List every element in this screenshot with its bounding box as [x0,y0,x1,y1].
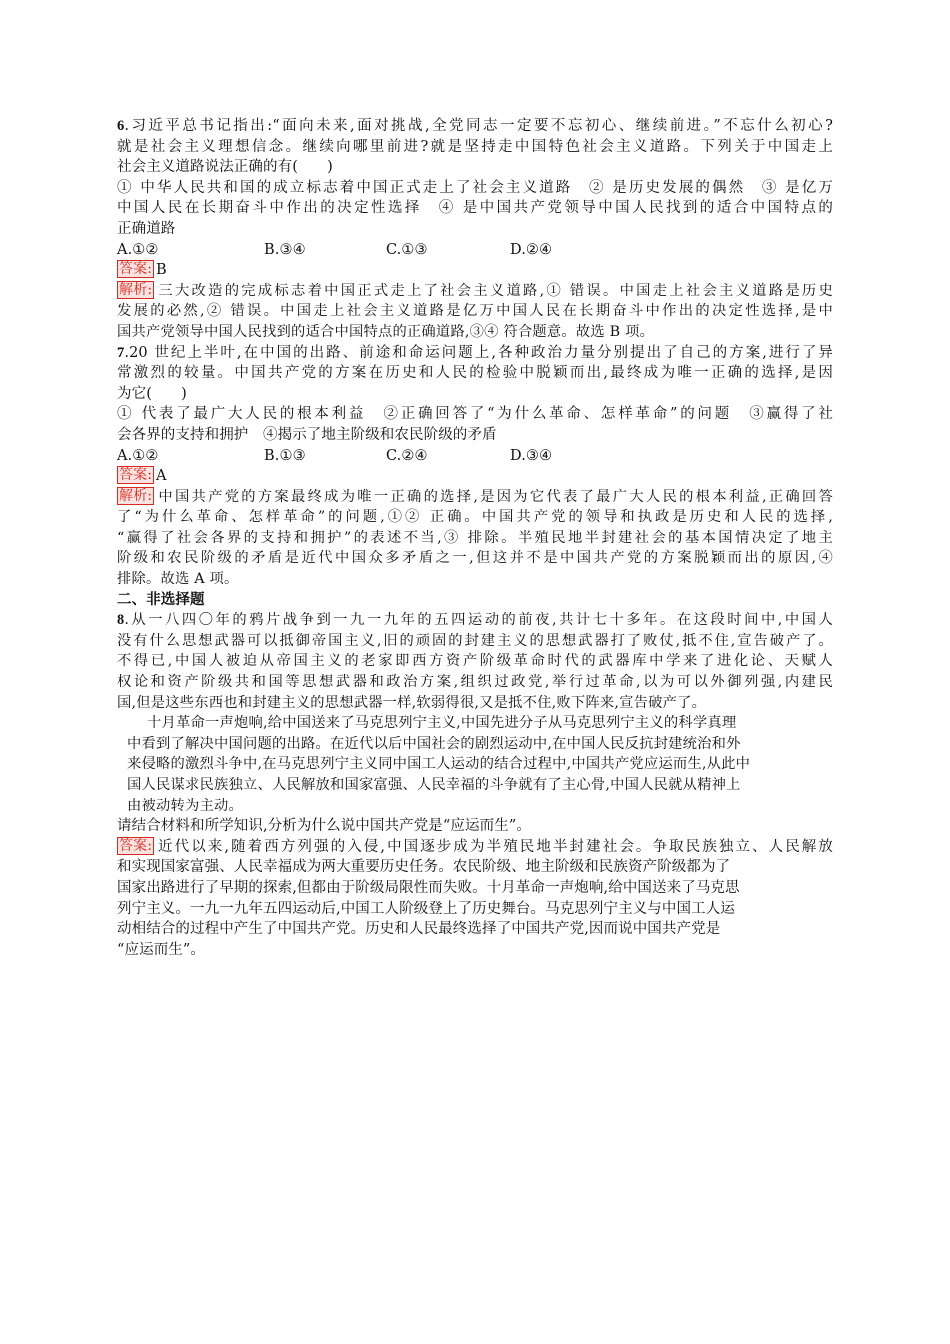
q7-answer [117,466,833,487]
q6-stem-line: 社会主义道路说法正确的有( ) [117,159,333,176]
q7-option-b: B.①③ [264,447,306,464]
q8-answer-line: 动相结合的过程中产生了中国共产党。历史和人民最终选择了中国共产党,因而说中国共产党是 [117,921,721,938]
analysis-label-tag: 解析: [119,487,153,504]
q8-material-line: 由被动转为主动。 [127,797,243,814]
q6-number: 6 [117,118,125,134]
q6-statement-line: 中国人民在长期奋斗中作出的决定性选择 ④ 是中国共产党领导中国人民找到的适合中国特点的 [117,200,833,217]
q6-stem-line: 6.习近平总书记指出:“面向未来,面对挑战,全党同志一定要不忘初心、继续前进。”不忘什么初心? [117,118,833,134]
q7-statement-line: ① 代表了最广大人民的根本利益 ②正确回答了“为什么革命、怎样革命”的问题 ③赢得了社 [117,406,833,423]
q6-option-a: A.①② [117,241,159,258]
q8-number: 8 [117,612,125,629]
q7-stem-line: 常激烈的较量。中国共产党的方案在历史和人民的检验中脱颖而出,最终成为唯一正确的选择,是因 [117,365,833,382]
q8-material-line: 来侵略的激烈斗争中,在马克思列宁主义同中国工人运动的结合过程中,中国共产党应运而生,从此中 [127,756,751,773]
answer-label-tag: 答案: [119,467,153,484]
section-title: 二、非选择题 [117,590,205,608]
q7-analysis-line: “赢得了社会各界的支持和拥护”的表述不当,③ 排除。半殖民地半封建社会的基本国情决定了地主 [117,529,833,546]
q8-answer-line: 答案: 近代以来,随着西方列强的入侵,中国逐步成为半殖民地半封建社会。争取民族独立、人民解放 [119,837,833,855]
q7-options [117,446,833,467]
q7-number: 7 [117,344,125,361]
q8-material-line: 没有什么思想武器可以抵御帝国主义,旧的顽固的封建主义的思想武器打了败仗,抵不住,宣告破产了。 [117,632,833,649]
q7-stem-line: 为它( ) [117,385,187,402]
q6-analysis-line: 发展的必然,② 错误。中国走上社会主义道路是亿万中国人民在长期奋斗中作出的决定性选择,是中 [117,303,833,320]
q8-material-line: 国,但是这些东西也和封建主义的思想武器一样,软弱得很,又是抵不住,败下阵来,宣告破产了。 [117,694,707,711]
q6-analysis-line: 国共产党领导中国人民找到的适合中国特点的正确道路,③④ 符合题意。故选 B 项。 [117,323,655,340]
q8-answer-line: “应运而生”。 [117,941,206,958]
q7-statement-line: 会各界的支持和拥护 ④揭示了地主阶级和农民阶级的矛盾 [117,426,497,443]
q7-option-d: D.③④ [510,447,553,464]
q8-material-line: 国人民谋求民族独立、人民解放和国家富强、人民幸福的斗争就有了主心骨,中国人民就从精神上 [127,777,741,793]
q6-statement-line: ① 中华人民共和国的成立标志着中国正式走上了社会主义道路 ② 是历史发展的偶然 ③ 是亿万 [117,179,833,196]
q8-material-line: 十月革命一声炮响,给中国送来了马克思列宁主义,中国先进分子从马克思列宁主义的科学真理 [147,715,737,732]
q8-question: 请结合材料和所学知识,分析为什么说中国共产党是“应运而生”。 [117,818,531,835]
q7-analysis-line: 阶级和农民阶级的矛盾是近代中国众多矛盾之一,但这并不是中国共产党的方案脱颖而出的原因,④ [117,550,833,567]
q6-option-c: C.①③ [386,241,428,258]
q7-stem-line: 7.20 世纪上半叶,在中国的出路、前途和命运问题上,各种政治力量分别提出了自己的方案,进行了异 [117,344,833,361]
question-8 [117,610,833,960]
q8-answer-line: 列宁主义。一九一九年五四运动后,中国工人阶级登上了历史舞台。马克思列宁主义与中国工人运 [117,900,735,917]
q6-answer [117,260,833,281]
answer-label-tag: 答案: [119,261,153,278]
q8-material-line: 中看到了解决中国问题的出路。在近代以后中国社会的剧烈运动中,在中国人民反抗封建统治和外 [127,735,741,752]
q8-material-line: 8.从一八四〇年的鸦片战争到一九一九年的五四运动的前夜,共计七十多年。在这段时间中,中国人 [117,612,833,629]
q8-material-line: 不得已,中国人被迫从帝国主义的老家即西方资产阶级革命时代的武器库中学来了进化论、天赋人 [117,653,833,670]
q6-statement-line: 正确道路 [117,220,176,237]
q6-options [117,240,833,261]
q7-analysis-line: 排除。故选 A 项。 [117,571,239,588]
analysis-label-tag: 解析: [119,281,153,298]
question-6 [117,116,833,343]
q7-answer-value: A [156,468,167,485]
q7-analysis-line: 了“为什么革命、怎样革命”的问题,①② 正确。中国共产党的领导和执政是历史和人民的选择, [117,509,833,526]
document-page [117,116,833,960]
q8-answer-line: 国家出路进行了早期的探索,但都由于阶级局限性而失败。十月革命一声炮响,给中国送来了马克思 [117,879,740,896]
q8-answer-line: 和实现国家富强、人民幸福成为两大重要历史任务。农民阶级、地主阶级和民族资产阶级都为了 [117,859,731,876]
answer-label-tag: 答案: [119,837,153,854]
q7-option-a: A.①② [117,447,159,464]
q7-option-c: C.②④ [386,447,428,464]
q6-stem-line: 就是社会主义理想信念。继续向哪里前进?就是坚持走中国特色社会主义道路。下列关于中国走上 [117,138,833,155]
q6-option-d: D.②④ [510,241,553,258]
q7-analysis-line: 解析: 中国共产党的方案最终成为唯一正确的选择,是因为它代表了最广大人民的根本利益,正确回答 [119,487,833,505]
q6-option-b: B.③④ [264,241,306,258]
question-7 [117,343,833,590]
q8-material-line: 权论和资产阶级共和国等思想武器和政治方案,组织过政党,举行过革命,以为可以外御列强,内建民 [117,674,833,691]
q6-answer-value: B [156,262,167,279]
q6-analysis-line: 解析: 三大改造的完成标志着中国正式走上了社会主义道路,① 错误。中国走上社会主义道路是历史 [119,281,833,299]
